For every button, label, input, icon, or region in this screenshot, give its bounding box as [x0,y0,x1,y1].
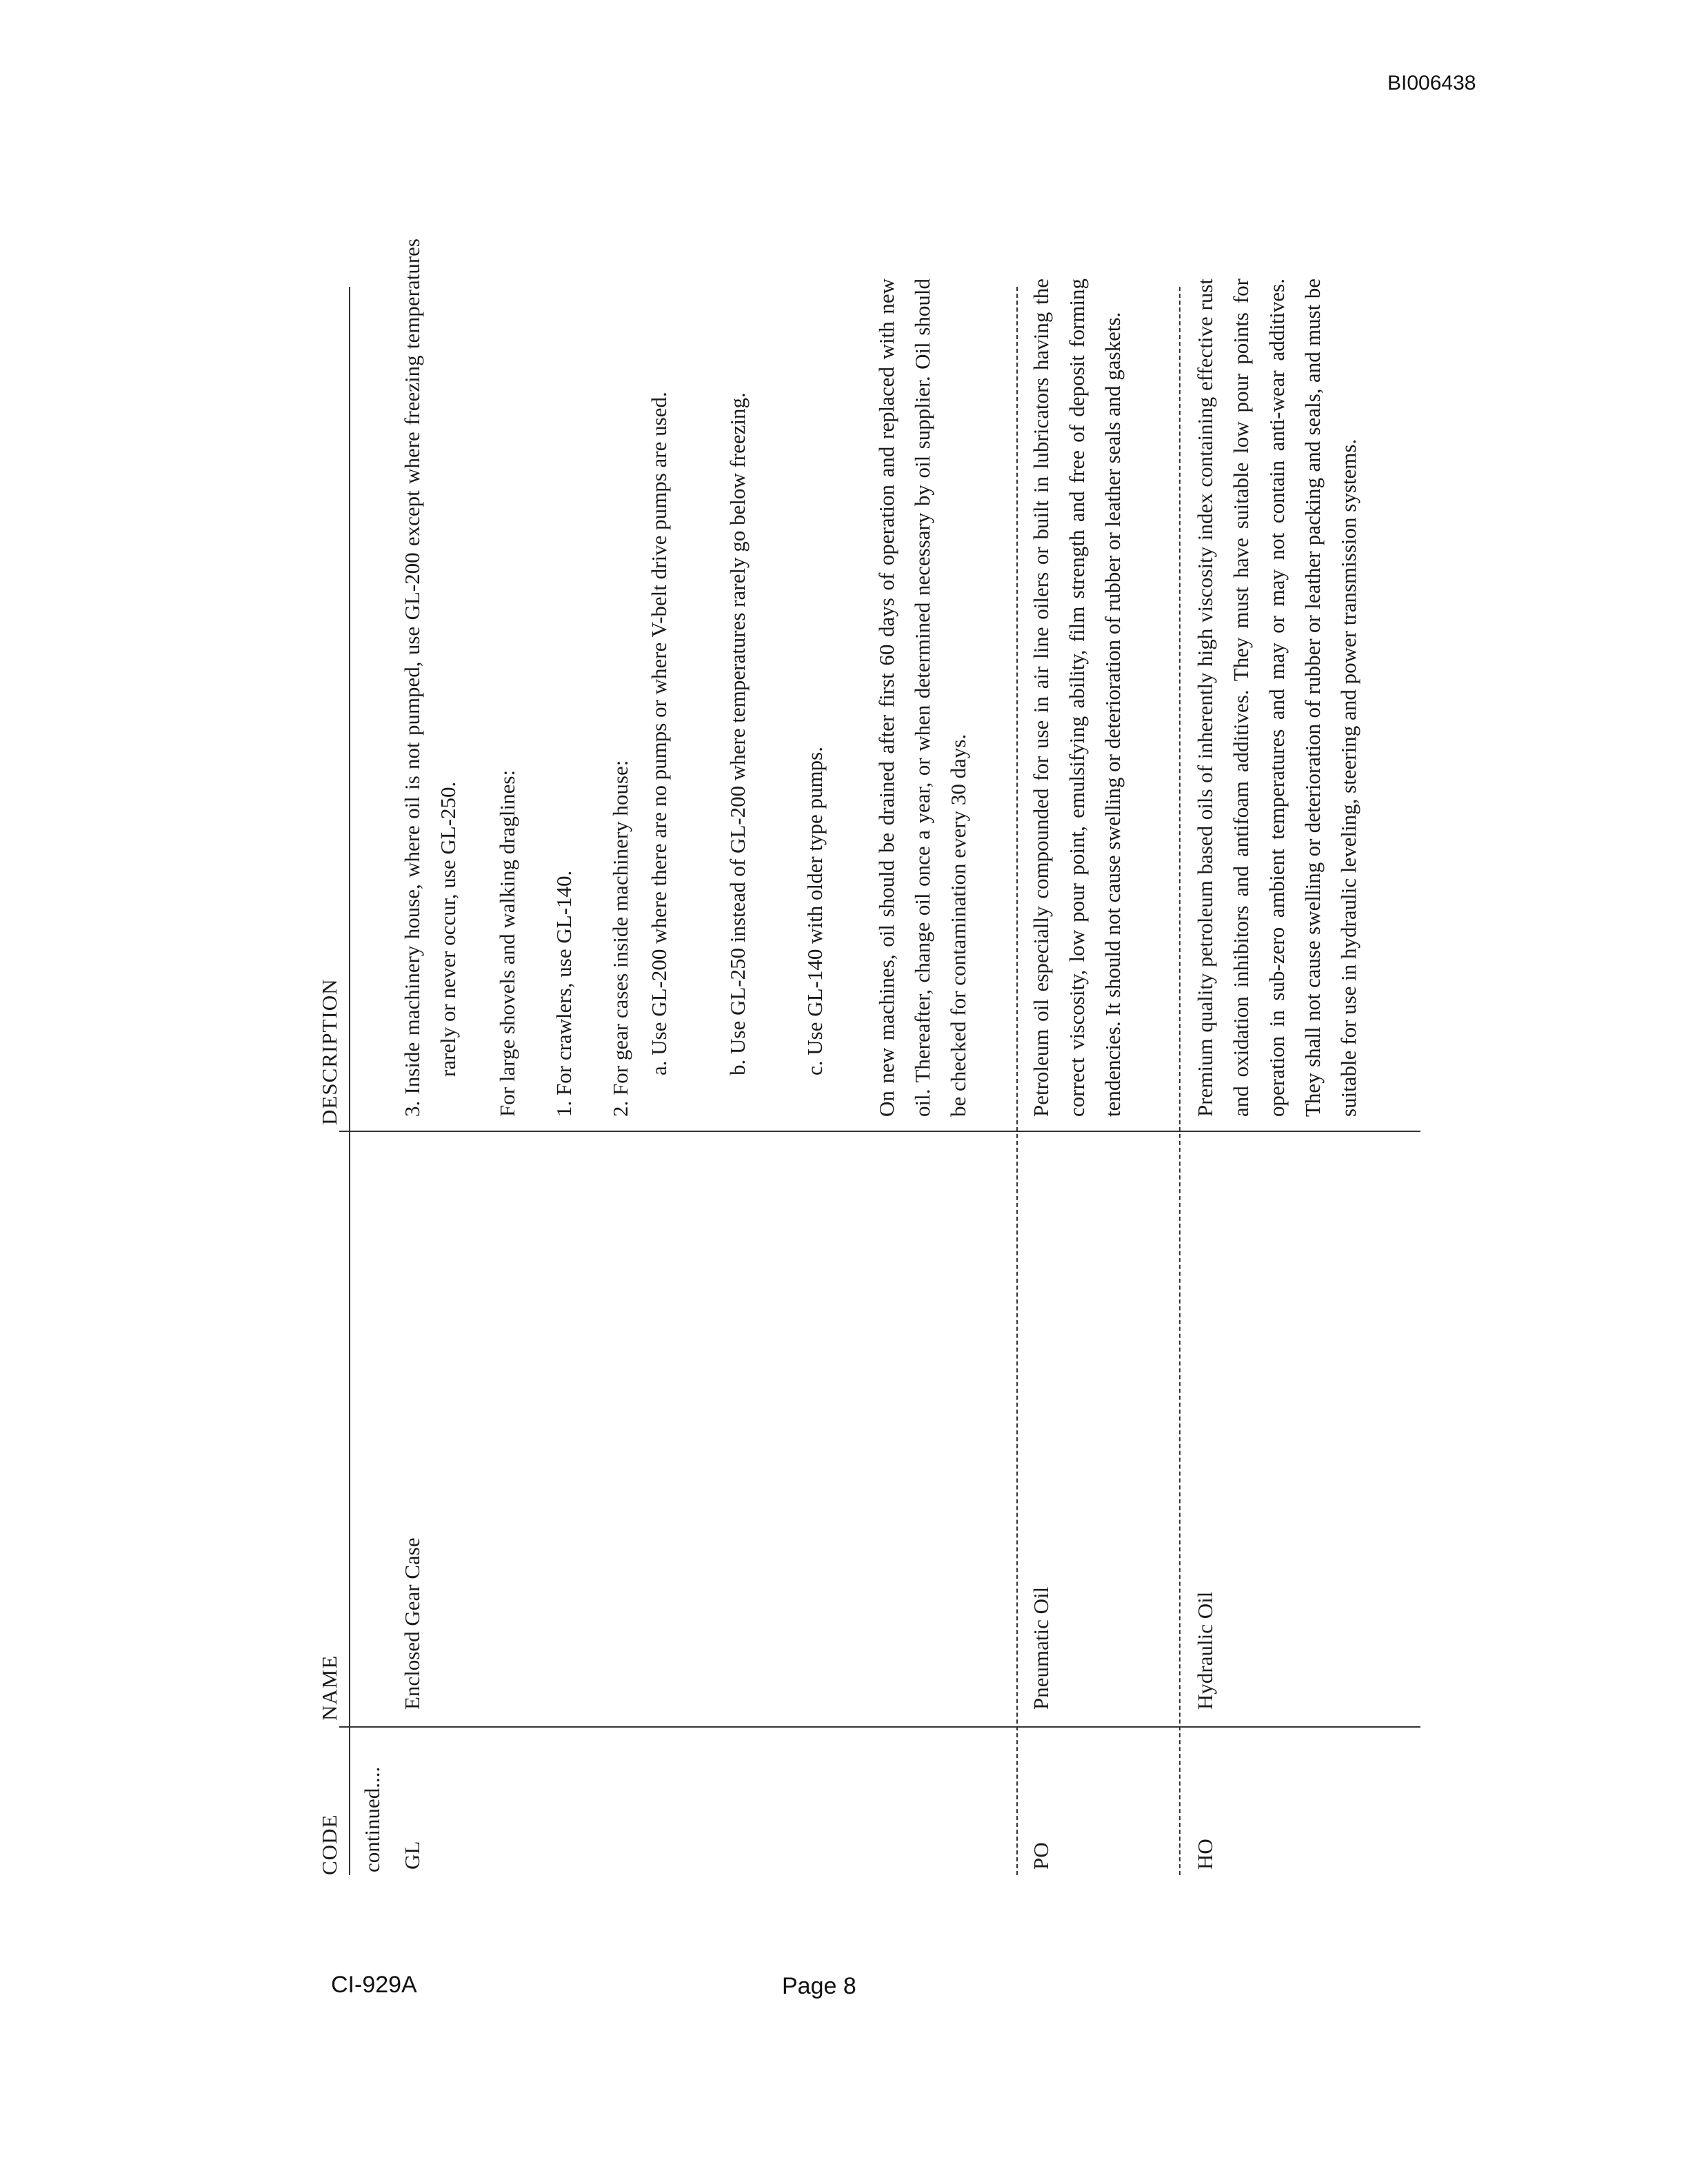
column-divider-1 [339,1726,1420,1728]
row-divider-po [1016,287,1018,1875]
column-divider-2 [339,1131,1420,1132]
row-gl-large-shovels: For large shovels and walking draglines: [495,769,519,1117]
row-po-code: PO [1029,1842,1053,1870]
row-ho-name: Hydraulic Oil [1193,1591,1217,1710]
header-description: DESCRIPTION [317,978,341,1125]
page-number: Page 8 [782,1973,856,1999]
row-gl-item-1: 1. For crawlers, use GL-140. [552,870,576,1117]
row-gl-item-2b: b. Use GL-250 instead of GL-200 where temperatures rarely go below freezing. [725,392,750,1075]
rotated-table [317,239,1420,1875]
row-divider-ho [1179,287,1180,1875]
row-gl-item-2a: a. Use GL-200 where there are no pumps or where V-belt drive pumps are used. [647,392,671,1075]
row-gl-maintenance-note: On new machines, oil should be drained after first 60 days of operation and replaced with new oil. Thereafter, change oil once a year, or when determined necessary by oil supplier. Oil should be checked for contamination every 30 days. [874,279,970,1117]
row-ho-code: HO [1193,1839,1217,1870]
row-po-description: Petroleum oil especially compounded for use in air line oilers or built in lubricators having the correct viscosity, low pour point, emulsifying ability, film strength and free of deposit forming tendencies. It should not cause swelling or deterioration of rubber or leather seals and gaskets. [1029,279,1125,1117]
row-gl-item-2: 2. For gear cases inside machinery house: [608,760,632,1117]
row-ho-description: Premium quality petroleum based oils of inherently high viscosity index containing effective rust and oxidation inhibitors and antifoam additives. They must have suitable low pour points for operation in sub-zero ambient temperatures and may or may not contain anti-wear additives. They shall not cause swelling or deterioration of rubber or leather packing and seals, and must be suitable for use in hydraulic leveling, steering and power transmission systems. [1193,279,1360,1117]
bates-number: BI006438 [1387,72,1476,94]
row-gl-code: GL [400,1841,424,1870]
row-gl-item-3: 3. Inside machinery house, where oil is not pumped, use GL-200 except where freezing temperatures rarely or never occur, use GL-250. [400,239,460,1117]
header-code: CODE [317,1814,341,1875]
row-po-name: Pneumatic Oil [1029,1586,1053,1710]
header-rule [349,287,350,1875]
continued-label: continued.... [360,1766,384,1872]
row-gl-item-2c: c. Use GL-140 with older type pumps. [803,747,827,1075]
form-number: CI-929A [331,1972,417,1998]
row-gl-name: Enclosed Gear Case [400,1537,424,1710]
header-name: NAME [317,1655,341,1721]
